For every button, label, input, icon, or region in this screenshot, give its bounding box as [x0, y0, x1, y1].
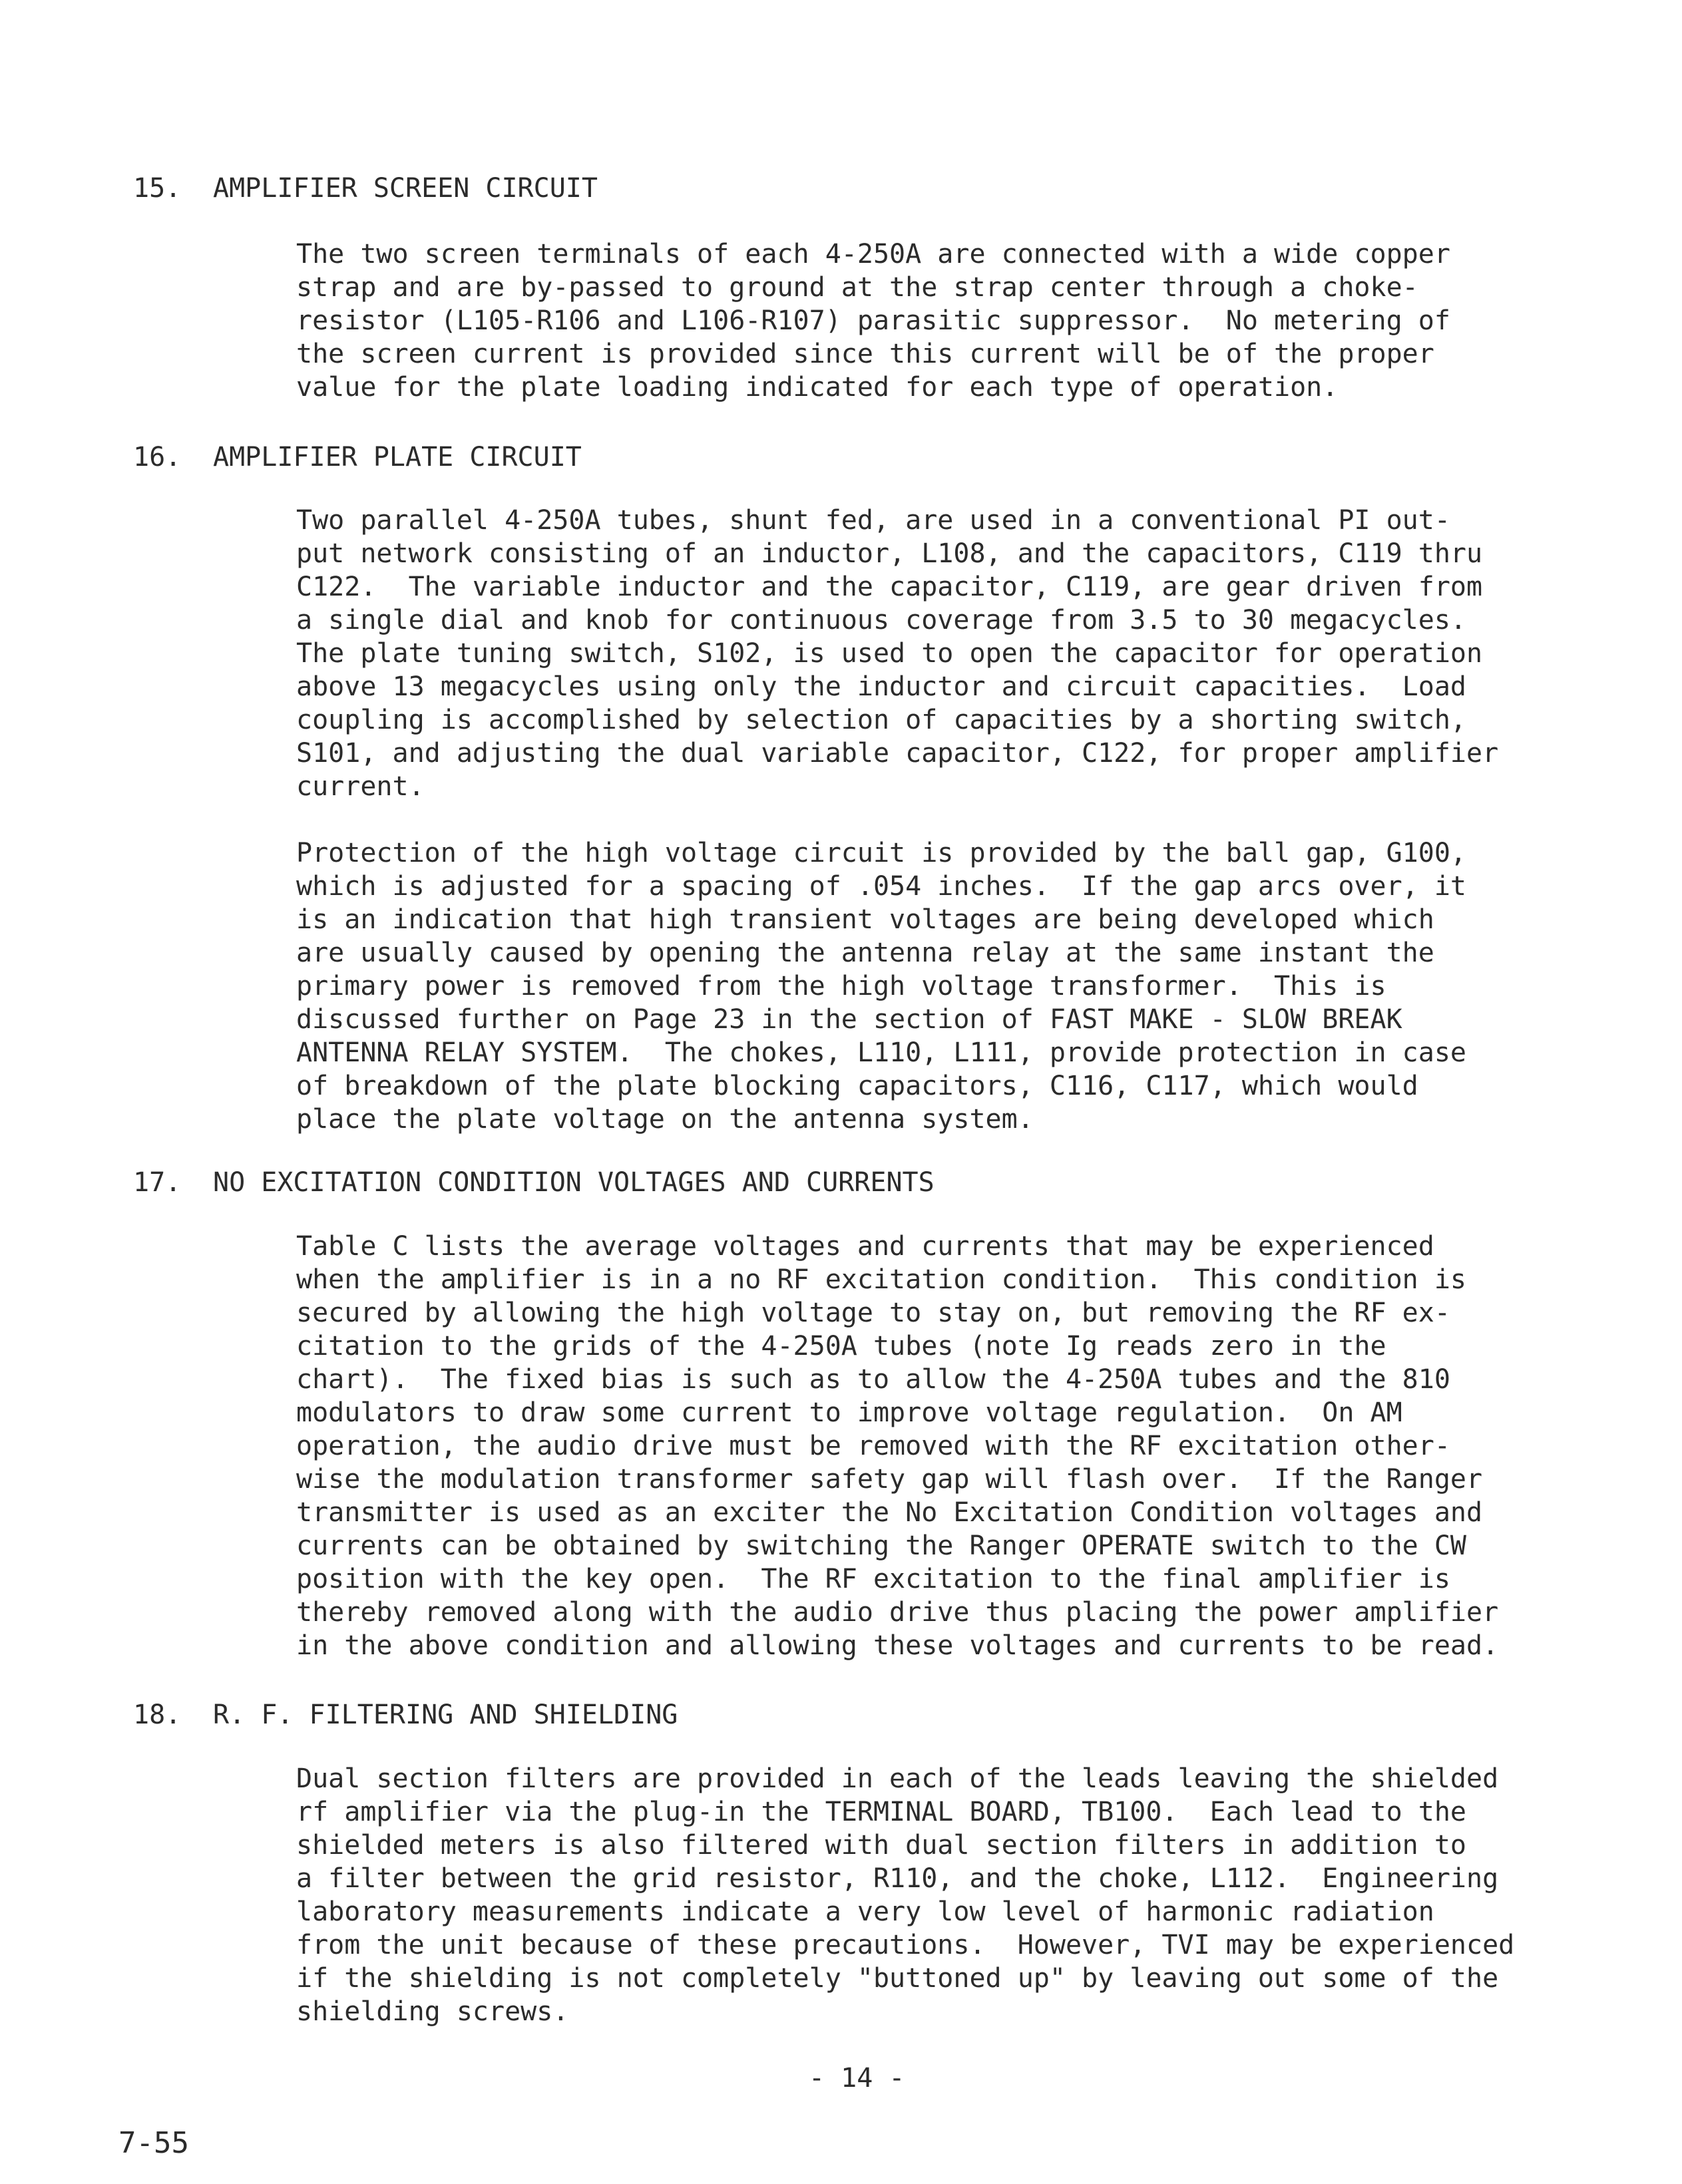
paragraph — [296, 238, 1561, 404]
text-line: Dual section filters are provided in each of the leads leaving the shielded — [296, 1763, 1499, 1794]
text-line: coupling is accomplished by selection of capacities by a shorting switch, — [296, 705, 1466, 735]
section-number: 17. — [133, 1167, 182, 1198]
section-number: 18. — [133, 1700, 182, 1730]
text-line: discussed further on Page 23 in the section of FAST MAKE - SLOW BREAK — [296, 1004, 1402, 1035]
text-line: is an indication that high transient voltages are being developed which — [296, 904, 1434, 935]
section-title: AMPLIFIER SCREEN CIRCUIT — [213, 173, 598, 204]
text-line: above 13 megacycles using only the inductor and circuit capacities. Load — [296, 671, 1466, 702]
text-line: place the plate voltage on the antenna system. — [296, 1104, 1034, 1135]
text-line: secured by allowing the high voltage to stay on, but removing the RF ex- — [296, 1298, 1450, 1328]
paragraph — [296, 1230, 1561, 1662]
section-heading — [133, 441, 582, 474]
text-line: ANTENNA RELAY SYSTEM. The chokes, L110, L111, provide protection in case — [296, 1037, 1466, 1068]
text-line: S101, and adjusting the dual variable capacitor, C122, for proper amplifier — [296, 738, 1499, 769]
section-title: R. F. FILTERING AND SHIELDING — [213, 1700, 678, 1730]
section-title: NO EXCITATION CONDITION VOLTAGES AND CURRENTS — [213, 1167, 935, 1198]
text-line: primary power is removed from the high voltage transformer. This is — [296, 971, 1386, 1001]
text-line: modulators to draw some current to improve voltage regulation. On AM — [296, 1397, 1402, 1428]
text-line: The plate tuning switch, S102, is used to open the capacitor for operation — [296, 638, 1483, 669]
text-line: current. — [296, 771, 425, 802]
text-line: transmitter is used as an exciter the No Excitation Condition voltages and — [296, 1497, 1483, 1528]
page-number: - 14 - — [809, 2063, 905, 2093]
revision-date: 7-55 — [118, 2126, 189, 2160]
text-line: Protection of the high voltage circuit is provided by the ball gap, G100, — [296, 838, 1466, 868]
text-line: operation, the audio drive must be removed with the RF excitation other- — [296, 1431, 1450, 1461]
text-line: laboratory measurements indicate a very low level of harmonic radiation — [296, 1897, 1434, 1927]
paragraph — [296, 1762, 1561, 2028]
text-line: citation to the grids of the 4-250A tubes (note Ig reads zero in the — [296, 1331, 1386, 1362]
section-heading — [133, 172, 598, 205]
section-number: 16. — [133, 442, 182, 472]
text-line: of breakdown of the plate blocking capacitors, C116, C117, which would — [296, 1071, 1418, 1101]
text-line: rf amplifier via the plug-in the TERMINAL BOARD, TB100. Each lead to the — [296, 1797, 1466, 1827]
text-line: currents can be obtained by switching the Ranger OPERATE switch to the CW — [296, 1531, 1466, 1561]
text-line: a filter between the grid resistor, R110, and the choke, L112. Engineering — [296, 1863, 1499, 1894]
text-line: position with the key open. The RF excitation to the final amplifier is — [296, 1564, 1450, 1594]
text-line: shielding screws. — [296, 1996, 569, 2027]
text-line: Table C lists the average voltages and currents that may be experienced — [296, 1231, 1434, 1262]
text-line: wise the modulation transformer safety gap will flash over. If the Ranger — [296, 1464, 1483, 1495]
text-line: strap and are by-passed to ground at the strap center through a choke- — [296, 272, 1418, 303]
text-line: which is adjusted for a spacing of .054 inches. If the gap arcs over, it — [296, 871, 1466, 902]
text-line: thereby removed along with the audio drive thus placing the power amplifier — [296, 1597, 1499, 1628]
text-line: if the shielding is not completely "buttoned up" by leaving out some of the — [296, 1963, 1499, 1994]
text-line: when the amplifier is in a no RF excitation condition. This condition is — [296, 1264, 1466, 1295]
text-line: value for the plate loading indicated for each type of operation. — [296, 372, 1339, 403]
text-line: Two parallel 4-250A tubes, shunt fed, are used in a conventional PI out- — [296, 505, 1450, 536]
section-title: AMPLIFIER PLATE CIRCUIT — [213, 442, 582, 472]
section-heading — [133, 1698, 678, 1731]
text-line: resistor (L105-R106 and L106-R107) parasitic suppressor. No metering of — [296, 305, 1450, 336]
text-line: are usually caused by opening the antenna relay at the same instant the — [296, 938, 1434, 968]
text-line: put network consisting of an inductor, L108, and the capacitors, C119 thru — [296, 538, 1483, 569]
text-line: the screen current is provided since this current will be of the proper — [296, 339, 1434, 369]
paragraph — [296, 836, 1561, 1136]
text-line: The two screen terminals of each 4-250A are connected with a wide copper — [296, 239, 1450, 270]
text-line: shielded meters is also filtered with dual section filters in addition to — [296, 1830, 1466, 1861]
text-line: from the unit because of these precautions. However, TVI may be experienced — [296, 1930, 1515, 1960]
paragraph — [296, 504, 1561, 803]
section-heading — [133, 1166, 935, 1199]
text-line: C122. The variable inductor and the capacitor, C119, are gear driven from — [296, 572, 1483, 602]
section-number: 15. — [133, 173, 182, 204]
text-line: a single dial and knob for continuous coverage from 3.5 to 30 megacycles. — [296, 605, 1466, 636]
text-line: chart). The fixed bias is such as to allow the 4-250A tubes and the 810 — [296, 1364, 1450, 1395]
text-line: in the above condition and allowing these voltages and currents to be read. — [296, 1630, 1499, 1661]
